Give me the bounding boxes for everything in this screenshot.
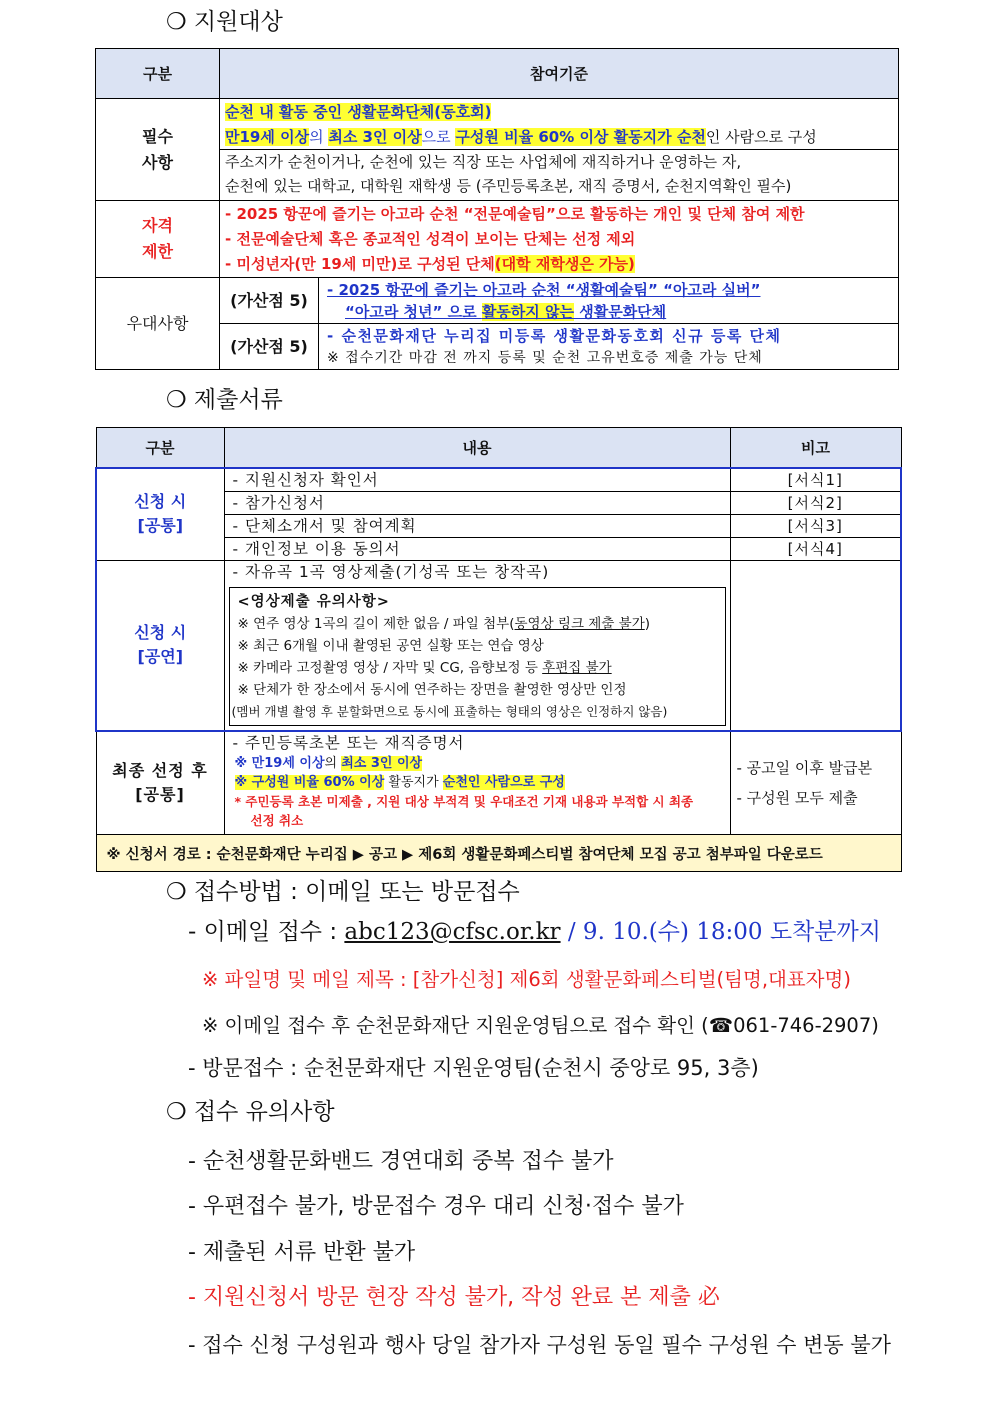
preference-2: - 순천문화재단 누리집 미등록 생활문화동호회 신규 등록 단체 ※ 접수기간 마감 전 까지 등록 및 순천 고유번호증 제출 가능 단체 [319, 324, 899, 370]
performance-remark [730, 560, 901, 731]
header-category: 구분 [96, 49, 220, 99]
eligibility-table [95, 48, 899, 370]
preference-category: 우대사항 [96, 278, 220, 370]
deadline: / 9. 10.(수) 18:00 도착분까지 [560, 919, 881, 945]
section-title-documents: ❍ 제출서류 [166, 387, 283, 413]
common-item-2: - 참가신청서 [224, 491, 730, 514]
note-item-2: - 우편접수 불가, 방문접수 경우 대리 신청·접수 불가 [188, 1194, 684, 1219]
common-item-3: - 단체소개서 및 참여계획 [224, 514, 730, 537]
final-content: - 주민등록초본 또는 재직증명서 ※ 만19세 이상의 최소 3인 이상 ※ 구성원 비율 60% 이상 활동지가 순천인 사람으로 구성 * 주민등록 초본 미제출 , 지원 대상 부적격 및 우대조건 기재 내용과 부적합 시 최종 선정 취소 [224, 731, 730, 835]
note-item-5: - 접수 신청 구성원과 행사 당일 참가자 구성원 동일 필수 구성원 수 변동 불가 [188, 1333, 891, 1357]
note-item-1: - 순천생활문화밴드 경연대회 중복 접수 불가 [188, 1149, 614, 1174]
limit-category: 자격 제한 [96, 201, 220, 278]
documents-table [95, 427, 902, 872]
common-remark-3: [서식3] [730, 514, 901, 537]
note-item-4: - 지원신청서 방문 현장 작성 불가, 작성 완료 본 제출 必 [188, 1285, 720, 1310]
doc-header-category: 구분 [96, 428, 224, 468]
phone-icon: ☎ [708, 1014, 734, 1037]
email-link[interactable]: abc123@cfsc.or.kr [344, 919, 561, 945]
required-line-1: 순천 내 활동 중인 생활문화단체(동호회) [225, 103, 492, 121]
common-category: 신청 시 [공통] [96, 468, 224, 561]
header-criteria: 참여기준 [220, 49, 899, 99]
note-item-3: - 제출된 서류 반환 불가 [188, 1240, 416, 1265]
preference-1: - 2025 항꾼에 즐기는 아고라 순천 “생활예술팀” “아고라 실버” “아고라 청년” 으로 활동하지 않는 생활문화단체 [319, 278, 899, 324]
common-remark-1: [서식1] [730, 468, 901, 492]
doc-header-remark: 비고 [730, 428, 901, 468]
application-path: ※ 신청서 경로 : 순천문화재단 누리집 ▶ 공고 ▶ 제6회 생활문화페스티벌 참여단체 모집 공고 첨부파일 다운로드 [96, 835, 901, 872]
section-title-method: ❍ 접수방법 : 이메일 또는 방문접수 [166, 879, 520, 905]
final-category: 최종 선정 후 [공통] [96, 731, 224, 835]
final-remark: - 공고일 이후 발급본 - 구성원 모두 제출 [730, 731, 901, 835]
common-remark-4: [서식4] [730, 537, 901, 560]
doc-header-content: 내용 [224, 428, 730, 468]
preference-1-points: (가산점 5) [220, 278, 319, 324]
performance-category: 신청 시 [공연] [96, 560, 224, 731]
video-notice-box: <영상제출 유의사항> ※ 연주 영상 1곡의 길이 제한 없음 / 파일 첨부(동영상 링크 제출 불가) ※ 최근 6개월 이내 촬영된 공연 실황 또는 연습 영상 ※ 카메라 고정촬영 영상 / 자막 및 CG, 음향보정 등 후편집 불가 ※ 단체가 한 장소에서 동시에 연주하는 장면을 촬영한 영상만 인정 (멤버 개별 촬영 후 분할화면으로 동시에 표출하는 형태의 영상은 인정하지 않음) [229, 587, 726, 726]
email-submission: - 이메일 접수 : abc123@cfsc.or.kr / 9. 10.(수) 18:00 도착분까지 [188, 919, 881, 945]
required-criteria: 순천 내 활동 중인 생활문화단체(동호회) 만19세 이상의 최소 3인 이상으로 구성원 비율 60% 이상 활동지가 순천인 사람으로 구성 주소지가 순천이거나, 순천에 있는 직장 또는 사업체에 재직하거나 운영하는 자, 순천에 있는 대학교, 대학원 재학생 등 (주민등록초본, 재직 증명서, 순천지역확인 필수) [220, 99, 899, 201]
limit-criteria: - 2025 항꾼에 즐기는 아고라 순천 “전문예술팀”으로 활동하는 개인 및 단체 참여 제한 - 전문예술단체 혹은 종교적인 성격이 보이는 단체는 선정 제외 - 미성년자(만 19세 미만)로 구성된 단체(대학 재학생은 가능) [220, 201, 899, 278]
section-title-notes: ❍ 접수 유의사항 [166, 1099, 335, 1125]
common-item-4: - 개인정보 이용 동의서 [224, 537, 730, 560]
required-line-3: 주소지가 순천이거나, 순천에 있는 직장 또는 사업체에 재직하거나 운영하는 자, [225, 153, 742, 171]
common-item-1: - 지원신청자 확인서 [224, 468, 730, 492]
common-remark-2: [서식2] [730, 491, 901, 514]
performance-content: - 자유곡 1곡 영상제출(기성곡 또는 창작곡) <영상제출 유의사항> ※ 연주 영상 1곡의 길이 제한 없음 / 파일 첨부(동영상 링크 제출 불가) ※ 최근 6개월 이내 촬영된 공연 실황 또는 연습 영상 ※ 카메라 고정촬영 영상 / 자막 및 CG, 음향보정 등 후편집 불가 ※ 단체가 한 장소에서 동시에 연주하는 장면을 촬영한 영상만 인정 (멤버 개별 촬영 후 분할화면으로 동시에 표출하는 형태의 영상은 인정하지 않음) [224, 560, 730, 731]
email-confirm-note: ※ 이메일 접수 후 순천문화재단 지원운영팀으로 접수 확인 (☎061-746-2907) [202, 1014, 879, 1037]
section-title-target: ❍ 지원대상 [166, 9, 283, 35]
filename-note: ※ 파일명 및 메일 제목 : [참가신청] 제6회 생활문화페스티벌(팀명,대표자명) [202, 968, 851, 991]
preference-2-points: (가산점 5) [220, 324, 319, 370]
required-category: 필수 사항 [96, 99, 220, 201]
visit-submission: - 방문접수 : 순천문화재단 지원운영팀(순천시 중앙로 95, 3층) [188, 1056, 759, 1080]
required-line-4: 순천에 있는 대학교, 대학원 재학생 등 (주민등록초본, 재직 증명서, 순천지역확인 필수) [225, 177, 792, 195]
